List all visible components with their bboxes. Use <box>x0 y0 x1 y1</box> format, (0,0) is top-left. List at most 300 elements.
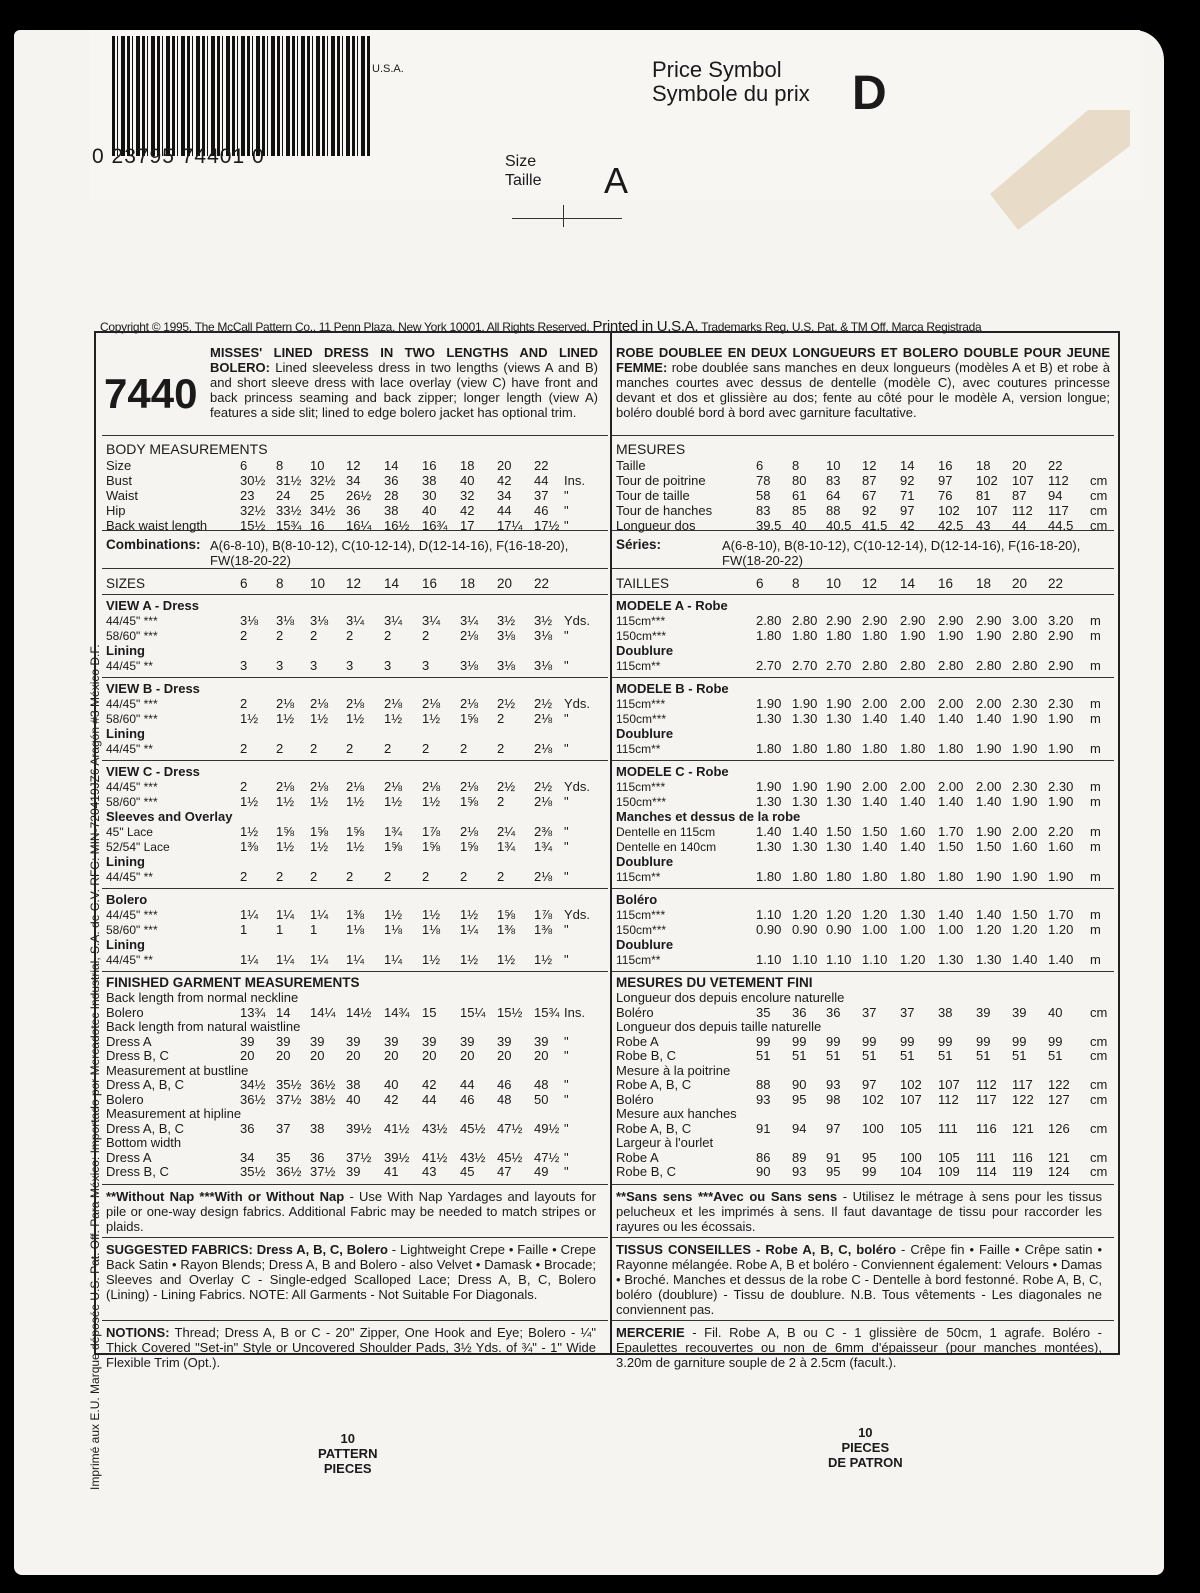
en-finished-value: 20 <box>534 1048 549 1063</box>
en-yardage-value: 1½ <box>346 711 365 726</box>
fr-finished-value: 39 <box>976 1004 991 1020</box>
en-yardage-value: 2⅛ <box>460 779 479 794</box>
en-yardage-value: 2 <box>240 628 248 643</box>
en-yardage-value: 1½ <box>240 794 259 809</box>
fr-combinations-label: Séries: <box>616 537 662 552</box>
fr-yardage-value: 1.30 <box>792 794 818 809</box>
fr-size-header: 16 <box>938 576 954 591</box>
en-sub-heading: Sleeves and Overlay <box>106 809 233 824</box>
fr-yardage-value: 1.40 <box>756 824 782 839</box>
fr-rule-notions <box>612 1320 1114 1321</box>
fr-yardage-value: 1.90 <box>1048 794 1074 809</box>
en-combinations: A(6-8-10), B(8-10-12), C(10-12-14), D(12-14-16), F(16-18-20), FW(18-20-22) <box>210 538 569 568</box>
fr-finished-value: 114 <box>976 1164 997 1179</box>
en-yardage-value: 2⅛ <box>276 696 295 711</box>
en-body-value: 25 <box>310 488 325 503</box>
fr-yardage-value: 0.90 <box>756 922 782 937</box>
fr-finished-value: 99 <box>900 1033 915 1049</box>
fr-size-header: 14 <box>900 576 916 591</box>
fr-yardage-value: 2.00 <box>862 696 888 711</box>
fr-finished-value: 124 <box>1048 1164 1070 1179</box>
fr-body-value: 20 <box>1012 458 1027 473</box>
fr-yardage-value: 1.40 <box>976 794 1002 809</box>
fr-fabrics-bold: TISSUS CONSEILLES - Robe A, B, C, boléro <box>616 1241 897 1257</box>
usa-label: U.S.A. <box>372 63 404 75</box>
en-yardage-value: 1¼ <box>310 952 329 967</box>
en-yardage-value: 1½ <box>460 952 479 967</box>
fr-yardage-value: 1.80 <box>756 628 782 643</box>
en-body-value: 17½ <box>534 518 560 533</box>
fr-yardage-value: 3.00 <box>1012 613 1038 628</box>
fr-yardage-value: 1.30 <box>792 839 818 854</box>
price-letter: D <box>852 67 887 120</box>
en-yardage-value: 1⅝ <box>422 839 441 854</box>
fr-body-heading: MESURES <box>616 441 686 457</box>
en-body-heading: BODY MEASUREMENTS <box>106 441 268 457</box>
en-body-value: 36 <box>384 473 399 488</box>
fr-yardage-value: 1.70 <box>1048 907 1074 922</box>
fr-finished-label: Robe B, C <box>616 1048 676 1063</box>
en-yardage-value: 2½ <box>497 779 516 794</box>
en-finished-value: 49½ <box>534 1120 560 1136</box>
en-yardage-label: 44/45" ** <box>106 953 153 967</box>
fr-finished-label: Robe A <box>616 1033 659 1049</box>
fr-yardage-unit: m <box>1090 794 1101 809</box>
fr-finished-unit: cm <box>1090 1164 1108 1179</box>
fr-yardage-value: 2.80 <box>792 613 818 628</box>
fr-body-value: 40.5 <box>826 518 852 533</box>
fr-yardage-label: 150cm*** <box>616 923 667 937</box>
size-tick <box>563 205 564 227</box>
fr-yardage-value: 1.00 <box>862 922 888 937</box>
en-yardage-label: 44/45" *** <box>106 697 158 711</box>
fr-yardage-value: 2.90 <box>1048 628 1074 643</box>
en-finished-sub: Measurement at bustline <box>106 1062 249 1078</box>
fr-size-header: 20 <box>1012 576 1028 591</box>
en-finished-value: 47½ <box>534 1149 560 1165</box>
fr-body-value: 107 <box>976 503 998 518</box>
fr-yardage-value: 1.10 <box>756 952 782 967</box>
barcode-number: 0 23795 74401 0 <box>92 145 265 168</box>
en-body-value: 34½ <box>310 503 336 518</box>
en-body-label: Waist <box>106 488 139 503</box>
fr-finished-value: 51 <box>1012 1048 1027 1063</box>
en-finished-value: 46 <box>460 1091 475 1107</box>
en-body-unit: Ins. <box>564 473 585 488</box>
fr-body-value: 97 <box>900 503 915 518</box>
en-body-value: 16½ <box>384 518 410 533</box>
en-finished-value: 37 <box>276 1120 291 1136</box>
en-yardage-label: 58/60" *** <box>106 795 158 809</box>
fr-combinations: A(6-8-10), B(8-10-12), C(10-12-14), D(12-14-16), F(16-18-20), FW(18-20-22) <box>722 538 1081 568</box>
en-body-value: 17¼ <box>497 518 523 533</box>
fr-yardage-value: 1.40 <box>1048 952 1074 967</box>
en-yardage-value: 2⅛ <box>460 696 479 711</box>
en-yardage-value: 2⅛ <box>422 696 441 711</box>
fr-body-value: 44 <box>1012 518 1027 533</box>
fr-finished-value: 102 <box>862 1091 884 1107</box>
fr-view-title: MODELE C - Robe <box>616 764 729 779</box>
fr-yardage-value: 1.80 <box>756 741 782 756</box>
en-size-header: 14 <box>384 576 400 591</box>
fr-sub-heading: Doublure <box>616 643 674 658</box>
en-yardage-value: 1⅝ <box>276 824 295 839</box>
fr-yardage-value: 1.90 <box>1012 869 1038 884</box>
en-finished-sub: Measurement at hipline <box>106 1106 242 1121</box>
fr-body-value: 67 <box>862 488 877 503</box>
en-finished-value: 36 <box>240 1120 255 1136</box>
en-finished-value: 35 <box>276 1149 291 1165</box>
fr-finished-value: 109 <box>938 1164 960 1179</box>
en-finished-value: 34½ <box>240 1077 266 1092</box>
en-yardage-value: 1⅜ <box>497 922 516 937</box>
en-yardage-value: 1¼ <box>460 922 479 937</box>
fr-finished-value: 99 <box>1048 1033 1063 1049</box>
en-finished-value: 20 <box>346 1048 361 1063</box>
fr-body-value: 58 <box>756 488 771 503</box>
fr-body-value: 92 <box>900 473 915 488</box>
en-yardage-unit: " <box>564 922 569 937</box>
fr-body-value: 14 <box>900 458 915 473</box>
fr-yardage-value: 1.90 <box>938 628 964 643</box>
fr-yardage-value: 1.20 <box>1012 922 1038 937</box>
en-yardage-value: 2⅛ <box>534 741 553 756</box>
fr-rule-nap <box>612 1184 1114 1185</box>
en-finished-value: 37½ <box>346 1149 372 1165</box>
fr-finished-value: 117 <box>1012 1077 1033 1092</box>
en-yardage-value: 1½ <box>497 952 516 967</box>
trademark-text: Trademarks Reg. U.S. Pat. & TM Off. Marca Registrada <box>701 320 982 334</box>
en-yardage-value: 2 <box>276 869 284 884</box>
en-yardage-value: 3⅛ <box>534 628 553 643</box>
fr-yardage-value: 2.90 <box>976 613 1002 628</box>
fr-yardage-value: 1.30 <box>938 952 964 967</box>
fr-finished-value: 51 <box>900 1048 915 1063</box>
en-yardage-value: 3 <box>384 658 392 673</box>
en-view-title: VIEW B - Dress <box>106 681 200 696</box>
fr-yardage-value: 1.80 <box>826 741 852 756</box>
fr-yardage-value: 1.40 <box>938 907 964 922</box>
en-yardage-value: 1⅝ <box>384 839 403 854</box>
fr-size-header: 12 <box>862 576 878 591</box>
fr-yardage-value: 1.40 <box>1012 952 1038 967</box>
fr-yardage-label: 115cm** <box>616 742 661 756</box>
en-finished-value: 45½ <box>460 1120 486 1136</box>
en-body-value: 34 <box>346 473 361 488</box>
fr-yardage-value: 1.00 <box>938 922 964 937</box>
fr-body-value: 97 <box>938 473 953 488</box>
en-finished-value: 20 <box>276 1048 291 1063</box>
fr-yardage-value: 1.10 <box>826 952 852 967</box>
en-finished-value: 39 <box>276 1033 291 1049</box>
fr-yardage-value: 1.80 <box>826 869 852 884</box>
fr-yardage-value: 1.40 <box>938 711 964 726</box>
en-yardage-value: 2 <box>422 869 430 884</box>
fr-finished-value: 95 <box>862 1149 877 1165</box>
fr-finished-value: 90 <box>756 1164 771 1179</box>
en-finished-label: Dress A, B, C <box>106 1077 185 1092</box>
fr-fabrics-text: - Crêpe fin • Faille • Crêpe satin • Rayonne mélangée. Robe A, B et boléro - Conviennent également: Velours • Damas • Broché. Manches et dessus de la robe C - Dentelle à bord festonné. Robe A, B, C, boléro (doublure) - Tissu de doublure. N.B. Tous vêtements - Les diagonales ne conviennent pas. <box>616 1241 1103 1317</box>
fr-yardage-value: 1.90 <box>1012 794 1038 809</box>
fr-yardage-value: 0.90 <box>792 922 818 937</box>
en-yardage-value: 3¼ <box>346 613 365 628</box>
fr-yardage-value: 1.00 <box>900 922 926 937</box>
en-yardage-value: 1⅝ <box>460 794 479 809</box>
fr-notions-text: - Fil. Robe A, B ou C - 1 glissière de 50cm, 1 agrafe. Boléro - Epaulettes recouvertes ou non de 6mm d'épaisseur (pour manches montées), 3.20m de garniture souple de 2 à 2.5cm (facult.). <box>616 1324 1102 1370</box>
fr-yardage-unit: m <box>1090 952 1101 967</box>
side-legal-text: Imprimé aux E.U. Marque déposée U.S. Pat. Off. Para México: Importado por Mercadotec Industrial, S.A. de C.V. RFC: MIN-720419JZ6 Aragón #3 México D.F. <box>88 644 102 1490</box>
fr-yardage-value: 1.80 <box>756 869 782 884</box>
en-yardage-value: 1¼ <box>276 907 295 922</box>
fr-yardage-value: 1.20 <box>826 907 852 922</box>
en-nap-note <box>106 1189 596 1234</box>
fr-finished-value: 116 <box>976 1120 997 1136</box>
en-yardage-value: 1½ <box>310 794 329 809</box>
fr-nap-bold: **Sans sens ***Avec ou Sans sens <box>616 1188 838 1204</box>
en-body-value: 18 <box>460 458 475 473</box>
en-size-header: 10 <box>310 576 326 591</box>
en-finished-label: Bolero <box>106 1004 144 1020</box>
en-yardage-value: 1½ <box>422 711 441 726</box>
en-finished-value: 44 <box>422 1091 437 1107</box>
en-yardage-value: 1½ <box>534 952 553 967</box>
fr-yardage-value: 1.20 <box>792 907 818 922</box>
fr-finished-value: 100 <box>900 1149 922 1165</box>
en-yardage-value: 1½ <box>310 839 329 854</box>
fr-finished-value: 111 <box>938 1120 958 1136</box>
fr-finished-unit: cm <box>1090 1048 1108 1063</box>
fr-yardage-value: 0.90 <box>826 922 852 937</box>
fr-yardage-value: 1.40 <box>792 824 818 839</box>
fr-body-value: 83 <box>756 503 771 518</box>
en-finished-value: 39 <box>497 1033 512 1049</box>
fr-view-title: Boléro <box>616 892 658 907</box>
en-yardage-value: 2 <box>310 628 318 643</box>
fr-yardage-value: 2.30 <box>1048 696 1074 711</box>
fr-body-value: 112 <box>1012 503 1033 518</box>
fr-yardage-unit: m <box>1090 779 1101 794</box>
fr-finished-value: 107 <box>938 1077 960 1092</box>
fr-yardage-label: 115cm** <box>616 953 661 967</box>
en-body-value: 37 <box>534 488 549 503</box>
fr-finished-sub: Mesure à la poitrine <box>616 1062 731 1078</box>
fr-sub-heading: Doublure <box>616 854 674 869</box>
fr-finished-value: 88 <box>756 1077 771 1092</box>
fr-finished-sub: Largeur à l'ourlet <box>616 1135 714 1150</box>
en-finished-value: 36 <box>310 1149 325 1165</box>
fr-finished-value: 51 <box>862 1048 877 1063</box>
en-yardage-unit: Yds. <box>564 696 591 711</box>
en-yardage-label: 58/60" *** <box>106 629 158 643</box>
fr-finished-value: 51 <box>976 1048 991 1063</box>
en-finished-value: 39 <box>346 1033 361 1049</box>
fr-yardage-label: 115cm*** <box>616 908 666 922</box>
en-finished-value: 20 <box>422 1048 437 1063</box>
en-combinations-label: Combinations: <box>106 537 201 552</box>
fr-rule-3 <box>612 568 1114 569</box>
en-body-value: 30½ <box>240 473 266 488</box>
fr-yardage-value: 1.10 <box>862 952 888 967</box>
fr-yardage-value: 1.30 <box>792 711 818 726</box>
en-fabrics-note <box>106 1242 596 1302</box>
fr-rule-2 <box>612 530 1114 531</box>
fr-finished-unit: cm <box>1090 1149 1108 1165</box>
en-yardage-label: 44/45" *** <box>106 780 158 794</box>
fr-yardage-value: 1.40 <box>976 907 1002 922</box>
fr-yardage-value: 1.90 <box>756 779 782 794</box>
fr-finished-value: 37 <box>862 1004 877 1020</box>
en-yardage-value: 3 <box>240 658 248 673</box>
en-body-value: 23 <box>240 488 255 503</box>
en-finished-value: 14½ <box>346 1004 372 1020</box>
en-finished-value: 47½ <box>497 1120 523 1136</box>
fr-finished-value: 91 <box>756 1120 771 1136</box>
en-finished-value: 15 <box>422 1004 437 1020</box>
en-yardage-value: 2⅛ <box>346 696 365 711</box>
en-yardage-value: 2⅛ <box>534 794 553 809</box>
fr-notions-note <box>616 1325 1102 1370</box>
fr-yardage-unit: m <box>1090 613 1101 628</box>
en-yardage-value: 2 <box>497 711 505 726</box>
fr-finished-value: 122 <box>1012 1091 1034 1107</box>
en-view-title: Bolero <box>106 892 148 907</box>
fr-body-value: 8 <box>792 458 800 473</box>
en-finished-value: 46 <box>497 1077 512 1092</box>
en-yardage-value: 1½ <box>240 711 259 726</box>
fr-yardage-unit: m <box>1090 658 1101 673</box>
fr-sub-heading: Doublure <box>616 937 674 952</box>
en-yardage-unit: " <box>564 741 569 756</box>
en-yardage-label: 58/60" *** <box>106 923 158 937</box>
en-finished-value: 37½ <box>276 1091 302 1107</box>
en-yardage-value: 2 <box>310 869 318 884</box>
en-yardage-value: 3½ <box>534 613 553 628</box>
en-body-value: 38 <box>422 473 437 488</box>
en-body-value: 32½ <box>240 503 266 518</box>
en-body-value: 22 <box>534 458 549 473</box>
en-finished-value: 15½ <box>497 1004 523 1020</box>
fr-finished-label: Boléro <box>616 1091 654 1107</box>
fr-yardage-label: 115cm*** <box>616 780 666 794</box>
en-finished-value: 39 <box>422 1033 437 1049</box>
fr-finished-label: Boléro <box>616 1004 654 1020</box>
fr-yardage-value: 2.00 <box>1012 824 1038 839</box>
en-body-value: 36 <box>346 503 361 518</box>
en-yardage-value: 2⅛ <box>310 696 329 711</box>
en-finished-value: 39 <box>534 1033 549 1049</box>
fr-yardage-unit: m <box>1090 907 1101 922</box>
fr-yardage-unit: m <box>1090 628 1101 643</box>
en-notions-note <box>106 1325 596 1370</box>
en-yardage-value: 2 <box>422 628 430 643</box>
fr-body-value: 42 <box>900 518 915 533</box>
en-finished-unit: " <box>564 1091 569 1107</box>
barcode <box>112 36 370 156</box>
fr-body-value: 78 <box>756 473 771 488</box>
fr-view-title: MODELE B - Robe <box>616 681 729 696</box>
en-fabrics-bold: SUGGESTED FABRICS: Dress A, B, C, Bolero <box>106 1241 388 1257</box>
fr-body-value: 112 <box>1048 473 1069 488</box>
en-body-value: 6 <box>240 458 248 473</box>
fr-yardage-value: 2.20 <box>1048 824 1074 839</box>
fr-body-value: 102 <box>976 473 998 488</box>
en-body-label: Size <box>106 458 132 473</box>
en-nap-bold: **Without Nap ***With or Without Nap <box>106 1188 345 1204</box>
en-yardage-value: 3 <box>276 658 284 673</box>
size-value: A <box>604 160 629 201</box>
fr-body-value: 61 <box>792 488 807 503</box>
en-finished-value: 45 <box>460 1164 475 1179</box>
fr-fabrics-note <box>616 1242 1102 1317</box>
fr-yardage-unit: m <box>1090 741 1101 756</box>
fr-body-value: 71 <box>900 488 915 503</box>
fr-finished-value: 93 <box>826 1077 841 1092</box>
fr-finished-value: 126 <box>1048 1120 1070 1136</box>
fr-yardage-value: 1.70 <box>938 824 964 839</box>
en-notions-text: Thread; Dress A, B or C - 20" Zipper, One Hook and Eye; Bolero - ¼" Thick Covered "Set-in" Style or Uncovered Shoulder Pads, 3½ Yds. of ¾" - 1" Wide Flexible Trim (Opt.). <box>106 1324 596 1370</box>
en-yardage-value: 2½ <box>497 696 516 711</box>
en-yardage-label: 58/60" *** <box>106 712 158 726</box>
en-finished-value: 20 <box>460 1048 475 1063</box>
fr-body-value: 87 <box>862 473 877 488</box>
fr-yardage-value: 1.80 <box>792 628 818 643</box>
fr-finished-label: Robe A <box>616 1149 659 1165</box>
en-view-rule <box>102 971 608 972</box>
fr-yardage-value: 1.30 <box>826 839 852 854</box>
en-body-value: 16 <box>422 458 437 473</box>
en-body-value: 16 <box>310 518 325 533</box>
fr-finished-value: 116 <box>1012 1149 1033 1165</box>
en-desc: Lined sleeveless dress in two lengths (views A and B) and short sleeve dress with lace overlay (view C) have front and back princess seaming and back zipper; longer length (view A) features a side slit; lined to edge bolero jacket has optional trim. <box>210 360 598 420</box>
en-yardage-value: 3⅛ <box>240 613 259 628</box>
fr-yardage-value: 1.40 <box>900 839 926 854</box>
en-finished-value: 39½ <box>384 1149 410 1165</box>
en-yardage-value: 1¼ <box>384 952 403 967</box>
en-finished-value: 43 <box>422 1164 437 1179</box>
en-yardage-value: 1¾ <box>497 839 516 854</box>
fr-yardage-value: 1.40 <box>862 839 888 854</box>
en-yardage-value: 2⅜ <box>534 824 553 839</box>
fr-yardage-value: 2.80 <box>756 613 782 628</box>
en-yardage-value: 3¼ <box>384 613 403 628</box>
printed-in: Printed in U.S.A. <box>592 318 699 335</box>
fr-yardage-value: 1.80 <box>938 741 964 756</box>
fr-finished-value: 104 <box>900 1164 922 1179</box>
en-finished-value: 39 <box>346 1164 361 1179</box>
en-yardage-unit: " <box>564 628 569 643</box>
fr-yardage-value: 1.80 <box>792 869 818 884</box>
fr-nap-text: - Utilisez le métrage à sens pour les tissus pelucheux et les imprimés à sens. Il faut davantage de tissu pour raccorder les rayures ou les écossais. <box>616 1188 1102 1234</box>
fr-yardage-value: 1.90 <box>792 779 818 794</box>
fr-yardage-value: 3.20 <box>1048 613 1074 628</box>
en-yardage-unit: " <box>564 658 569 673</box>
en-size-header: 22 <box>534 576 550 591</box>
en-yardage-value: 2 <box>384 741 392 756</box>
en-notions-bold: NOTIONS: <box>106 1324 170 1340</box>
fr-body-unit: cm <box>1090 488 1108 503</box>
en-body-label: Bust <box>106 473 133 488</box>
en-body-value: 32½ <box>310 473 336 488</box>
fr-body-value: 87 <box>1012 488 1027 503</box>
fr-finished-value: 112 <box>938 1091 959 1107</box>
fr-finished-value: 100 <box>862 1120 884 1136</box>
copyright-text: Copyright © 1995, The McCall Pattern Co., 11 Penn Plaza, New York 10001, All Rights Reserved. <box>100 320 590 334</box>
fr-yardage-value: 1.50 <box>862 824 888 839</box>
size-label <box>505 152 541 190</box>
fr-yardage-value: 1.80 <box>826 628 852 643</box>
fr-finished-value: 99 <box>862 1033 877 1049</box>
en-finished-value: 43½ <box>422 1120 448 1136</box>
